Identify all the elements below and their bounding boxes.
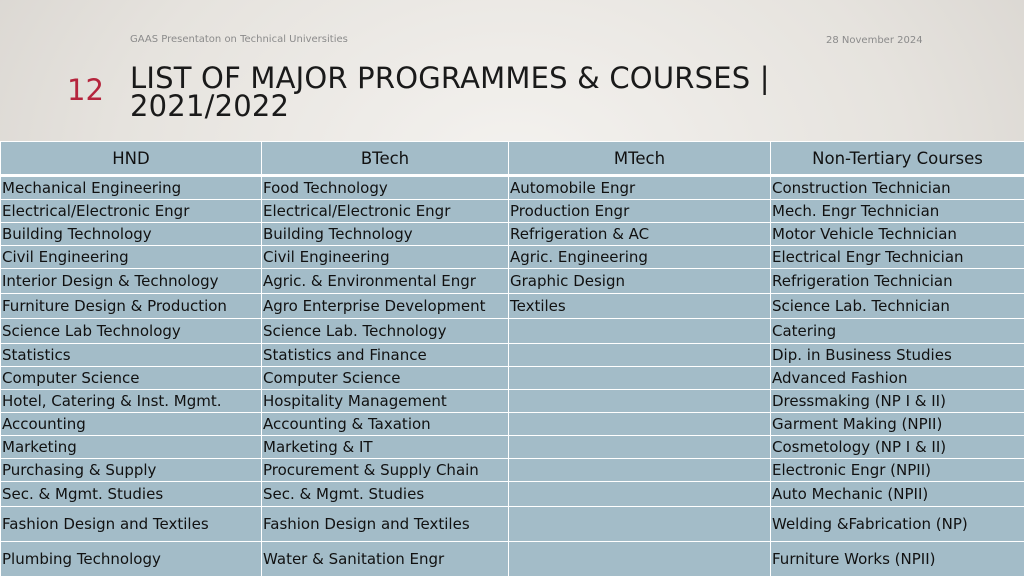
- table-cell-btech: Computer Science: [262, 367, 509, 390]
- table-cell-btech: Building Technology: [262, 223, 509, 246]
- table-cell-non-tertiary: Advanced Fashion: [771, 367, 1024, 390]
- table-row: [1, 344, 1024, 367]
- header-presentation-title: GAAS Presentaton on Technical Universities: [130, 34, 348, 45]
- column-header-non-tertiary: Non-Tertiary Courses: [771, 142, 1024, 176]
- table-cell-mtech: Graphic Design: [509, 269, 771, 294]
- table-cell-btech: Statistics and Finance: [262, 344, 509, 367]
- slide-title-line-1: LIST OF MAJOR PROGRAMMES & COURSES |: [130, 64, 830, 92]
- table-cell-btech: Science Lab. Technology: [262, 319, 509, 344]
- table-cell-hnd: Plumbing Technology: [1, 542, 262, 577]
- table-row: [1, 413, 1024, 436]
- table-cell-mtech: [509, 482, 771, 507]
- table-cell-hnd: Fashion Design and Textiles: [1, 507, 262, 542]
- table-row: [1, 367, 1024, 390]
- table-cell-hnd: Marketing: [1, 436, 262, 459]
- table-cell-hnd: Hotel, Catering & Inst. Mgmt.: [1, 390, 262, 413]
- table-cell-hnd: Furniture Design & Production: [1, 294, 262, 319]
- table-header-row: [1, 142, 1024, 176]
- table-cell-hnd: Building Technology: [1, 223, 262, 246]
- table-cell-btech: Sec. & Mgmt. Studies: [262, 482, 509, 507]
- table-cell-btech: Marketing & IT: [262, 436, 509, 459]
- table-cell-mtech: [509, 542, 771, 577]
- table-cell-non-tertiary: Garment Making (NPII): [771, 413, 1024, 436]
- table-cell-mtech: [509, 507, 771, 542]
- column-header-btech: BTech: [262, 142, 509, 176]
- table-cell-hnd: Accounting: [1, 413, 262, 436]
- table-cell-btech: Hospitality Management: [262, 390, 509, 413]
- table-row: [1, 390, 1024, 413]
- table-cell-btech: Food Technology: [262, 176, 509, 200]
- table-cell-non-tertiary: Science Lab. Technician: [771, 294, 1024, 319]
- table-cell-mtech: [509, 390, 771, 413]
- table-cell-non-tertiary: Refrigeration Technician: [771, 269, 1024, 294]
- table-cell-hnd: Purchasing & Supply: [1, 459, 262, 482]
- table-cell-btech: Electrical/Electronic Engr: [262, 200, 509, 223]
- table-cell-mtech: [509, 319, 771, 344]
- slide-title: [130, 64, 830, 120]
- table-cell-hnd: Sec. & Mgmt. Studies: [1, 482, 262, 507]
- slide-title-line-2: 2021/2022: [130, 92, 830, 120]
- table-row: [1, 542, 1024, 577]
- programmes-table: [0, 141, 1024, 577]
- table-cell-non-tertiary: Auto Mechanic (NPII): [771, 482, 1024, 507]
- table-cell-non-tertiary: Electronic Engr (NPII): [771, 459, 1024, 482]
- table-cell-mtech: [509, 436, 771, 459]
- table-row: [1, 319, 1024, 344]
- table-cell-hnd: Statistics: [1, 344, 262, 367]
- table-cell-hnd: Mechanical Engineering: [1, 176, 262, 200]
- slide-number: 12: [67, 73, 104, 107]
- table-row: [1, 507, 1024, 542]
- table-row: [1, 223, 1024, 246]
- table-cell-hnd: Interior Design & Technology: [1, 269, 262, 294]
- table-row: [1, 246, 1024, 269]
- table-row: [1, 459, 1024, 482]
- table-cell-mtech: [509, 344, 771, 367]
- table-row: [1, 176, 1024, 200]
- table-cell-mtech: [509, 413, 771, 436]
- table-cell-hnd: Civil Engineering: [1, 246, 262, 269]
- table-cell-hnd: Computer Science: [1, 367, 262, 390]
- table-cell-non-tertiary: Motor Vehicle Technician: [771, 223, 1024, 246]
- header-date: 28 November 2024: [826, 35, 923, 46]
- table-cell-mtech: Refrigeration & AC: [509, 223, 771, 246]
- table-cell-non-tertiary: Furniture Works (NPII): [771, 542, 1024, 577]
- table-cell-mtech: Production Engr: [509, 200, 771, 223]
- table-cell-non-tertiary: Construction Technician: [771, 176, 1024, 200]
- table-row: [1, 294, 1024, 319]
- table-cell-btech: Accounting & Taxation: [262, 413, 509, 436]
- table-cell-hnd: Science Lab Technology: [1, 319, 262, 344]
- table-cell-non-tertiary: Cosmetology (NP I & II): [771, 436, 1024, 459]
- table-cell-hnd: Electrical/Electronic Engr: [1, 200, 262, 223]
- table-row: [1, 482, 1024, 507]
- table-cell-mtech: Agric. Engineering: [509, 246, 771, 269]
- table-cell-mtech: Automobile Engr: [509, 176, 771, 200]
- table-cell-mtech: [509, 367, 771, 390]
- table-row: [1, 436, 1024, 459]
- table-cell-btech: Water & Sanitation Engr: [262, 542, 509, 577]
- column-header-mtech: MTech: [509, 142, 771, 176]
- table-cell-btech: Fashion Design and Textiles: [262, 507, 509, 542]
- column-header-hnd: HND: [1, 142, 262, 176]
- table-cell-mtech: Textiles: [509, 294, 771, 319]
- table-cell-mtech: [509, 459, 771, 482]
- table-cell-non-tertiary: Dressmaking (NP I & II): [771, 390, 1024, 413]
- table-cell-btech: Agro Enterprise Development: [262, 294, 509, 319]
- table-cell-btech: Procurement & Supply Chain: [262, 459, 509, 482]
- table-cell-non-tertiary: Catering: [771, 319, 1024, 344]
- table-cell-non-tertiary: Electrical Engr Technician: [771, 246, 1024, 269]
- table-row: [1, 269, 1024, 294]
- table-cell-non-tertiary: Dip. in Business Studies: [771, 344, 1024, 367]
- table-cell-btech: Civil Engineering: [262, 246, 509, 269]
- table-cell-non-tertiary: Mech. Engr Technician: [771, 200, 1024, 223]
- table-row: [1, 200, 1024, 223]
- table-cell-non-tertiary: Welding &Fabrication (NP): [771, 507, 1024, 542]
- table-cell-btech: Agric. & Environmental Engr: [262, 269, 509, 294]
